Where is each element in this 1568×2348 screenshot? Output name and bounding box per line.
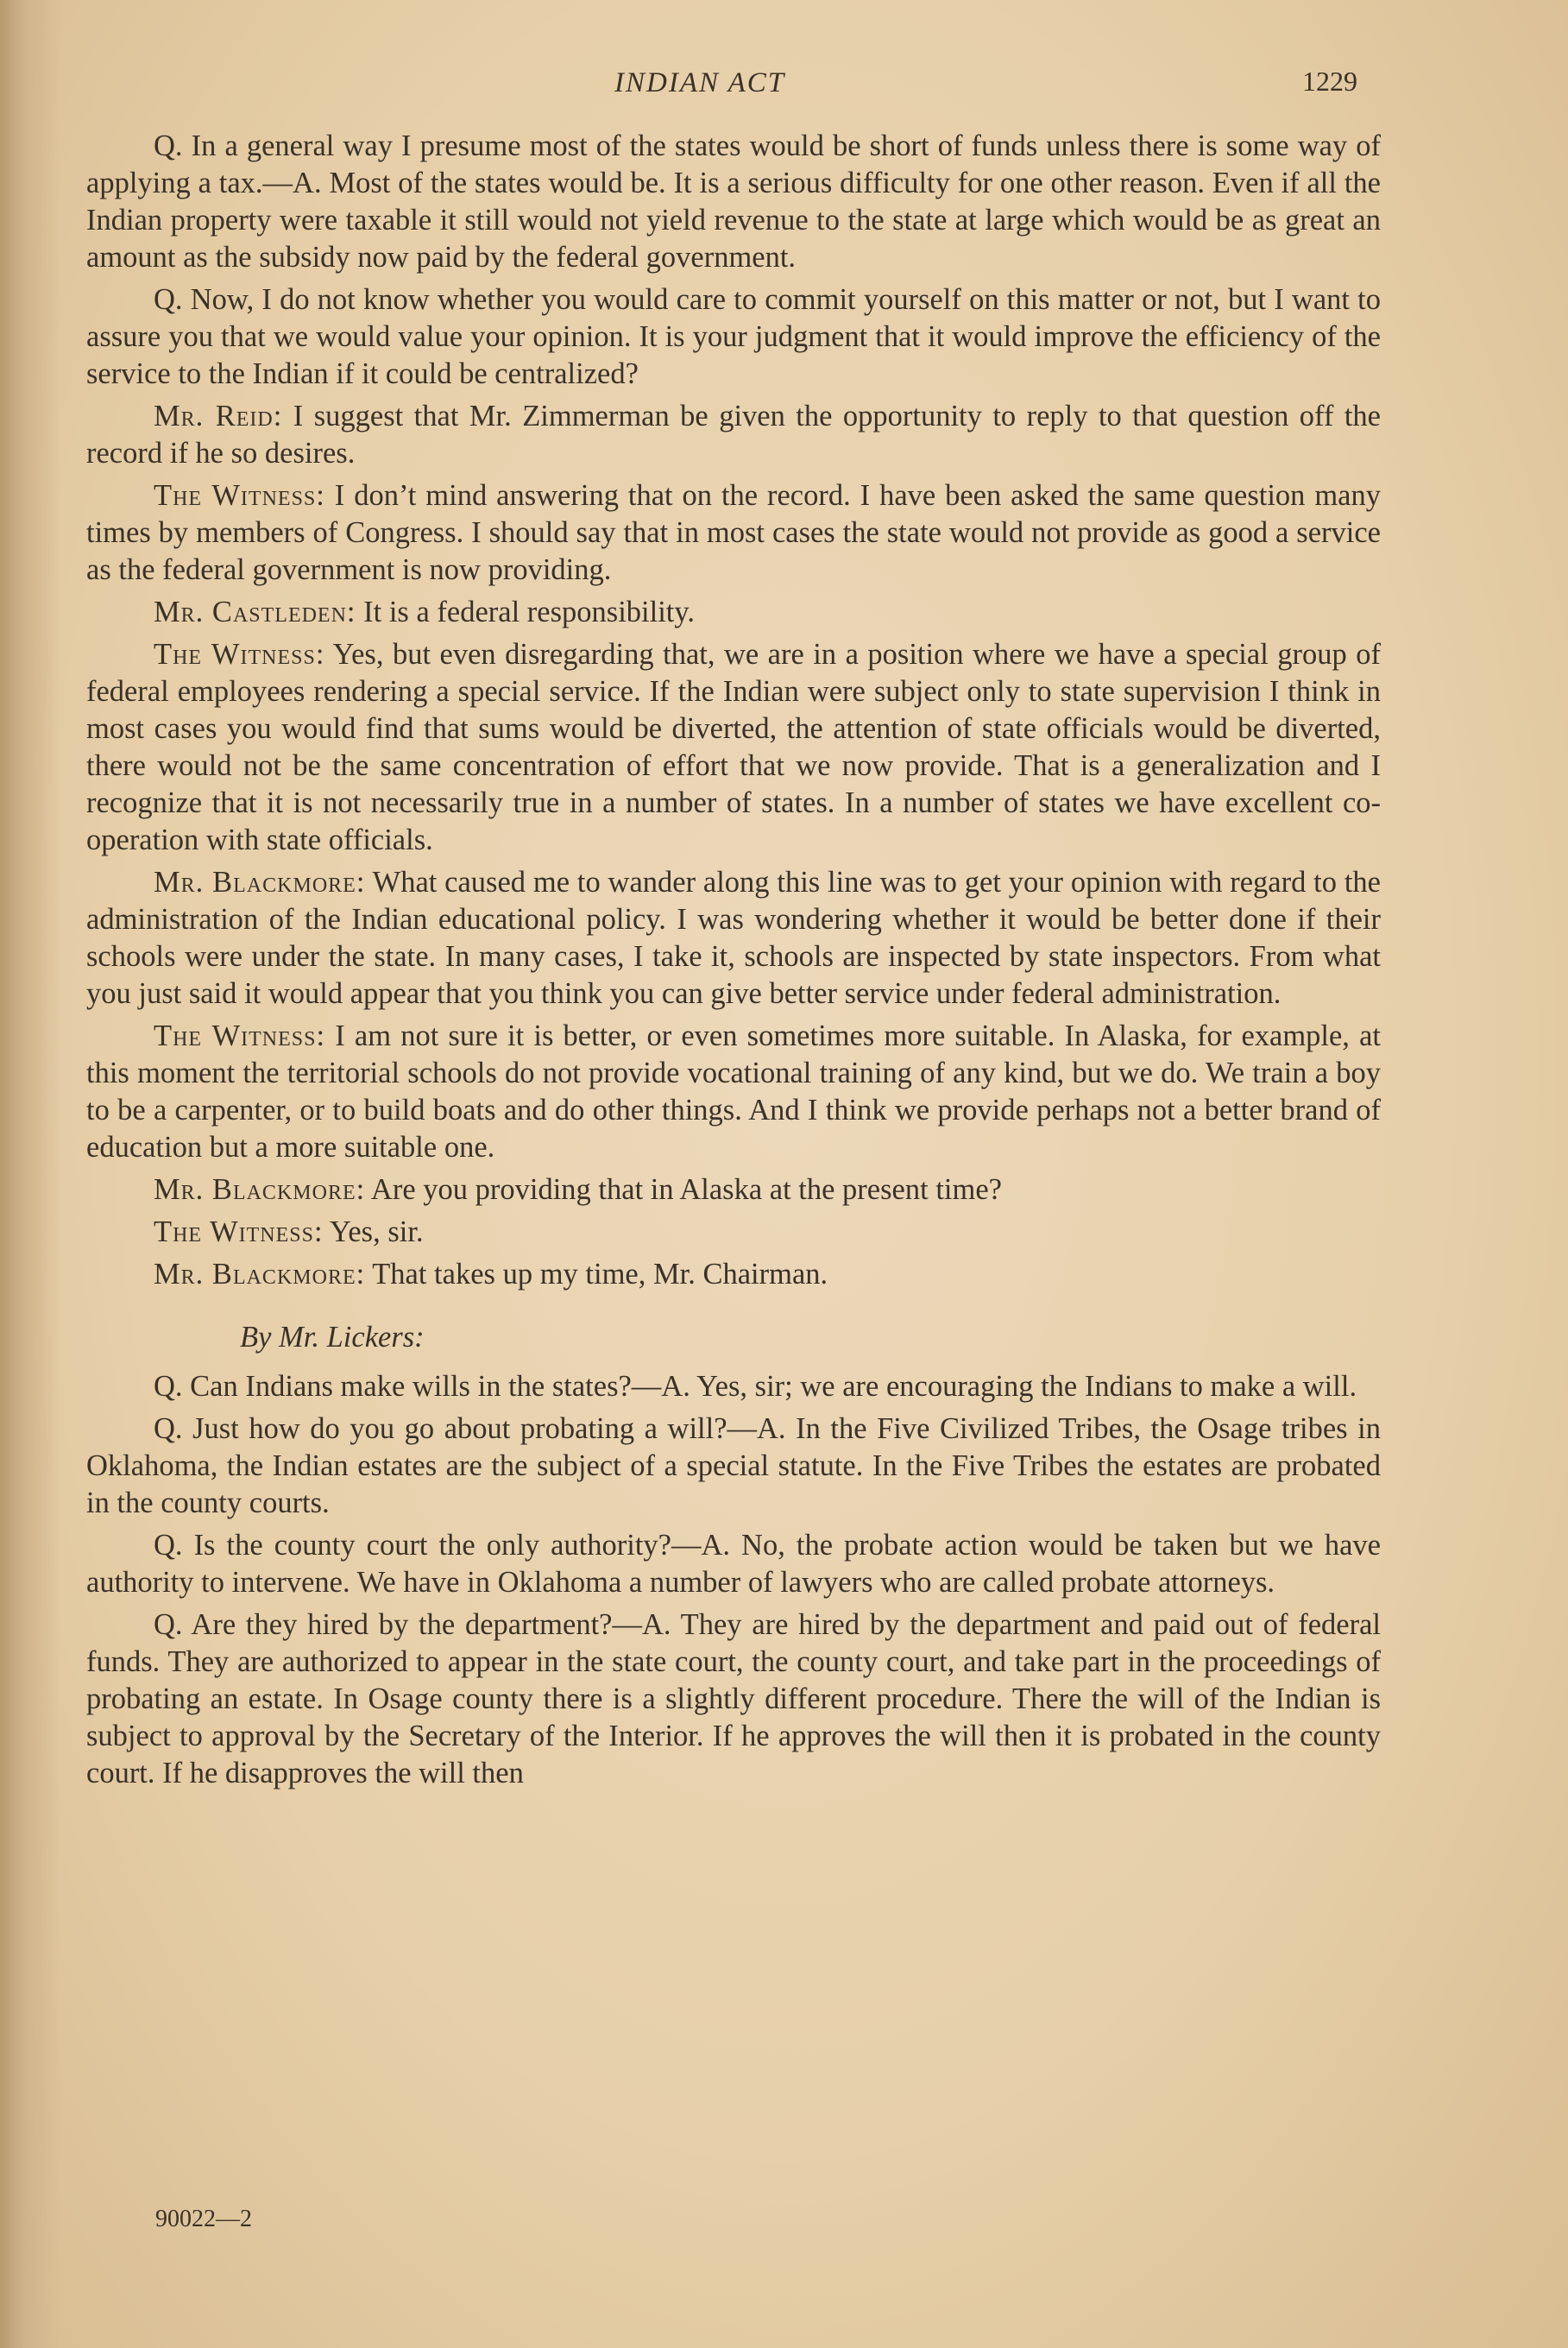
page-number: 1229 [1302,66,1357,97]
paragraph: Mr. Reid: I suggest that Mr. Zimmerman be given the opportunity to reply to that question off the record if he so desires. [86,400,1381,470]
paragraph: Q. Just how do you go about probating a will?—A. In the Five Civilized Tribes, the Osage tribes in Oklahoma, the Indian estates are the subject of a special statute. In the Five Tribes the estates are probated in the county courts. [86,1412,1381,1519]
paragraph: Q. In a general way I presume most of the states would be short of funds unless there is some way of applying a tax.—A. Most of the states would be. It is a serious difficulty for one other reason. Even if all the Indian property were taxable it still would not yield revenue to the state at large which would be as great an amount as the subsidy now paid by the federal government. [86,129,1381,274]
paragraph: The Witness: I am not sure it is better, or even sometimes more suitable. In Alaska, for example, at this moment the territorial schools do not provide vocational training of any kind, but we do. We train a boy to be a carpenter, or to build boats and do other things. And I think we provide perhaps not a better brand of education but a more suitable one. [86,1019,1381,1164]
speaker-name: Mr. Castleden: [154,596,356,628]
paragraph: The Witness: I don’t mind answering that on the record. I have been asked the same question many times by members of Congress. I should say that in most cases the state would not provide as good a service as the federal government is now providing. [86,479,1381,586]
paragraph: Mr. Blackmore: What caused me to wander along this line was to get your opinion with regard to the administration of the Indian educational policy. I was wondering whether it would be better done if their schools were under the state. In many cases, I take it, schools are inspected by state inspectors. From what you just said it would appear that you think you can give better service under federal administration. [86,866,1381,1010]
paragraph: Mr. Blackmore: That takes up my time, Mr. Chairman. [154,1258,828,1291]
speaker-name: The Witness: [154,1215,324,1248]
paragraph: Q. Is the county court the only authority?—A. No, the probate action would be taken but we have authority to intervene. We have in Oklahoma a number of lawyers who are called probate attorneys. [86,1529,1381,1599]
printer-signature: 90022—2 [155,2206,252,2232]
paragraph: The Witness: Yes, sir. [154,1215,424,1248]
speaker-name: The Witness: [154,638,325,671]
paragraph: Q. Now, I do not know whether you would care to commit yourself on this matter or not, but I want to assure you that we would value your opinion. It is your judgment that it would improve the efficiency of the service to the Indian if it could be centralized? [86,283,1381,390]
paragraph: Q. Are they hired by the department?—A. They are hired by the department and paid out of federal funds. They are authorized to appear in the state court, the county court, and take part in the proceedings of probating an estate. In Osage county there is a slightly different procedure. There the will of the Indian is subject to approval by the Secretary of the Interior. If he approves the will then it is probated in the county court. If he disapproves the will then [86,1608,1381,1789]
paragraph: Mr. Castleden: It is a federal responsibility. [154,596,696,628]
paragraph: Mr. Blackmore: Are you providing that in Alaska at the present time? [154,1173,1002,1206]
speaker-name: Mr. Blackmore: [154,1173,366,1206]
examiner-byline: By Mr. Lickers: [240,1321,425,1354]
page-header [86,67,1381,110]
page-binding-edge [0,0,60,2348]
paragraph: The Witness: Yes, but even disregarding that, we are in a position where we have a special group of federal employees rendering a special service. If the Indian were subject only to state supervision I think in most cases you would find that sums would be diverted, the attention of state officials would be diverted, there would not be the same concentration of effort that we now provide. That is a generalization and I recognize that it is not necessarily true in a number of states. In a number of states we have excellent co-operation with state officials. [86,638,1381,856]
body-text [86,128,1381,1797]
speaker-name: Mr. Blackmore: [154,1258,366,1291]
speaker-name: The Witness: [154,479,325,512]
running-title: INDIAN ACT [614,67,786,98]
speaker-name: Mr. Blackmore: [154,866,366,899]
speaker-name: The Witness: [154,1019,326,1052]
paragraph: Q. Can Indians make wills in the states?—A. Yes, sir; we are encouraging the Indians to make a will. [154,1370,1357,1403]
speaker-name: Mr. Reid: [154,400,283,432]
